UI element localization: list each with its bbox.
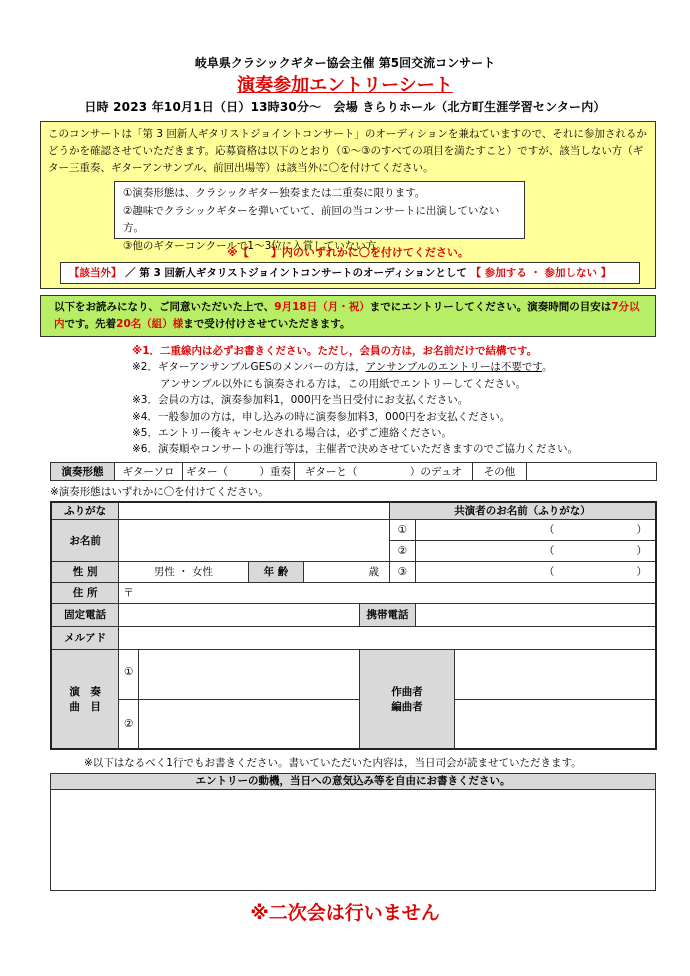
piece-label-line-1: 演 奏 — [69, 685, 101, 698]
paren-open-2: （ — [543, 545, 555, 557]
comments-note: ※以下はなるべく1行でもお書きください。書いていただいた内容は，当日司会が読ませていただきます。 — [84, 757, 582, 769]
coperformer-header: 共演者のお名前（ふりがな） — [389, 502, 656, 519]
age-field[interactable]: 歳 — [304, 561, 390, 582]
coperformer-mark-2: ② — [389, 540, 415, 561]
note-2-underlined: アンサンブルのエントリーは不要です — [365, 361, 542, 374]
composer-label — [360, 649, 455, 749]
style-label: 演奏形態 — [51, 463, 115, 481]
note-6: ※6．演奏順やコンサートの進行等は，主催者で決めさせていただきますのでご協力ください。 — [132, 443, 578, 456]
composer-field-1[interactable] — [454, 649, 656, 699]
deadline-part-1: 以下をお読みになり、ご同意いただいた上で、 — [54, 301, 275, 313]
paren-open-3: （ — [543, 566, 555, 578]
criteria-item-2: ②趣味でクラシックギターを弾いていて、前回の当コンサートに出演していない方。 — [123, 204, 500, 234]
page-title-text: 演奏参加エントリーシート — [237, 75, 453, 96]
comments-header: エントリーの動機，当日への意気込み等を自由にお書きください。 — [51, 774, 655, 790]
entry-form-table — [50, 501, 657, 750]
capacity-count: 20名（組）様 — [116, 318, 184, 330]
coperformer-mark-1: ① — [389, 519, 415, 540]
coperformer-mark-3: ③ — [389, 561, 415, 582]
sex-field[interactable]: 男性 ・ 女性 — [119, 561, 248, 582]
paren-open-1: （ — [543, 524, 555, 536]
notes-list — [132, 343, 672, 458]
piece-label — [51, 649, 119, 749]
date-venue-line: 日時 2023 年10月1日（日）13時30分～ 会場 きらりホール（北方町生涯学習センター内） — [84, 100, 606, 114]
furigana-label: ふりがな — [51, 502, 119, 519]
style-option-other-field[interactable] — [527, 463, 657, 481]
note-2-continued: アンサンブル以外にも演奏される方は，この用紙でエントリーしてください。 — [160, 377, 527, 390]
note-1: ※1．二重線内は必ずお書きください。ただし，会員の方は，お名前だけで結構です。 — [132, 345, 538, 357]
address-field[interactable]: 〒 — [119, 582, 656, 603]
composer-label-line-1: 作曲者 — [391, 685, 423, 698]
coperformer-field-2[interactable] — [415, 540, 656, 561]
coperformer-field-1[interactable] — [415, 519, 656, 540]
composer-label-line-2: 編曲者 — [391, 700, 423, 713]
name-label: お名前 — [51, 519, 119, 561]
performance-time: 7分以内 — [54, 301, 640, 330]
comments-box — [50, 773, 656, 891]
landline-label: 固定電話 — [51, 603, 119, 626]
piece-label-line-2: 曲 目 — [69, 700, 101, 713]
piece-field-2[interactable] — [139, 699, 360, 749]
style-option-solo[interactable]: ギターソロ — [115, 463, 183, 481]
criteria-item-1: ①演奏形態は、クラシックギター独奏または二重奏に限ります。 — [123, 187, 426, 199]
applicability-text: ／ 第 3 回新人ギタリストジョイントコンサートのオーディションとして — [125, 267, 467, 279]
audition-intro-text: このコンサートは「第 3 回新人ギタリストジョイントコンサート」のオーディションを兼ねていますので、それに参加されるかどうかを確認させていただきます。応募資格は以下のとおり（①～③のすべての項目を満たすこと）ですが、該当しない方（ギター三重奏、ギターアンサンブル、前回出場等）は該当外に〇を付けてください。 — [48, 128, 647, 174]
organizer-line: 岐阜県クラシックギター協会主催 第5回交流コンサート — [194, 56, 496, 70]
paren-close-2: ） — [636, 545, 647, 557]
name-field[interactable] — [119, 519, 390, 561]
mobile-label: 携帯電話 — [360, 603, 416, 626]
deadline-text — [54, 299, 650, 333]
coperformer-field-3[interactable] — [415, 561, 656, 582]
note-2 — [132, 359, 672, 375]
paren-close-1: ） — [636, 524, 647, 536]
email-label: メルアド — [51, 626, 119, 649]
criteria-instruction: ※【 】内のいずれかに〇を付けてください。 — [227, 246, 469, 259]
piece-field-1[interactable] — [139, 649, 360, 699]
paren-close-3: ） — [636, 566, 647, 578]
audition-applicability-row — [60, 262, 640, 284]
eligibility-criteria — [114, 181, 525, 252]
piece-mark-1: ① — [119, 649, 139, 699]
composer-field-2[interactable] — [454, 699, 656, 749]
mobile-field[interactable] — [415, 603, 656, 626]
furigana-field[interactable] — [119, 502, 390, 519]
note-2-a: ※2．ギターアンサンブルGESのメンバーの方は， — [132, 361, 366, 374]
criteria-item-3: ③他のギターコンクールで1～3位に入賞していない方。 — [123, 239, 387, 252]
note-2-c: 。 — [541, 361, 553, 374]
landline-field[interactable] — [119, 603, 360, 626]
note-4: ※4．一般参加の方は，申し込みの時に演奏参加料3，000円をお支払ください。 — [132, 410, 511, 423]
email-field[interactable] — [119, 626, 656, 649]
piece-mark-2: ② — [119, 699, 139, 749]
note-5: ※5．エントリー後キャンセルされる場合は，必ずご連絡ください。 — [132, 427, 452, 440]
deadline-part-2: までにエントリーしてください。演奏時間の目安は — [369, 301, 612, 313]
participate-choice[interactable]: 【 参加する ・ 参加しない 】 — [470, 267, 612, 279]
no-afterparty-notice: ※二次会は行いません — [250, 902, 440, 924]
note-3: ※3．会員の方は，演奏参加料1，000円を当日受付にお支払ください。 — [132, 394, 469, 407]
deadline-part-3: です。先着 — [64, 318, 117, 330]
style-option-ensemble[interactable]: ギター（ ）重奏 — [183, 463, 295, 481]
sex-label: 性 別 — [51, 561, 119, 582]
age-label: 年 齢 — [248, 561, 304, 582]
not-applicable-choice[interactable]: 【該当外】 — [69, 267, 122, 279]
deadline-date: 9月18日（月・祝） — [274, 301, 370, 313]
deadline-part-4: まで受け付けさせていただきます。 — [183, 318, 351, 330]
performance-style-table — [50, 462, 657, 481]
style-option-duo[interactable]: ギターと（ ）のデュオ — [295, 463, 473, 481]
style-option-other[interactable]: その他 — [473, 463, 527, 481]
style-note: ※演奏形態はいずれかに〇を付けてください。 — [50, 486, 269, 498]
comments-field[interactable] — [51, 790, 655, 890]
page-title — [0, 71, 690, 97]
address-label: 住 所 — [51, 582, 119, 603]
